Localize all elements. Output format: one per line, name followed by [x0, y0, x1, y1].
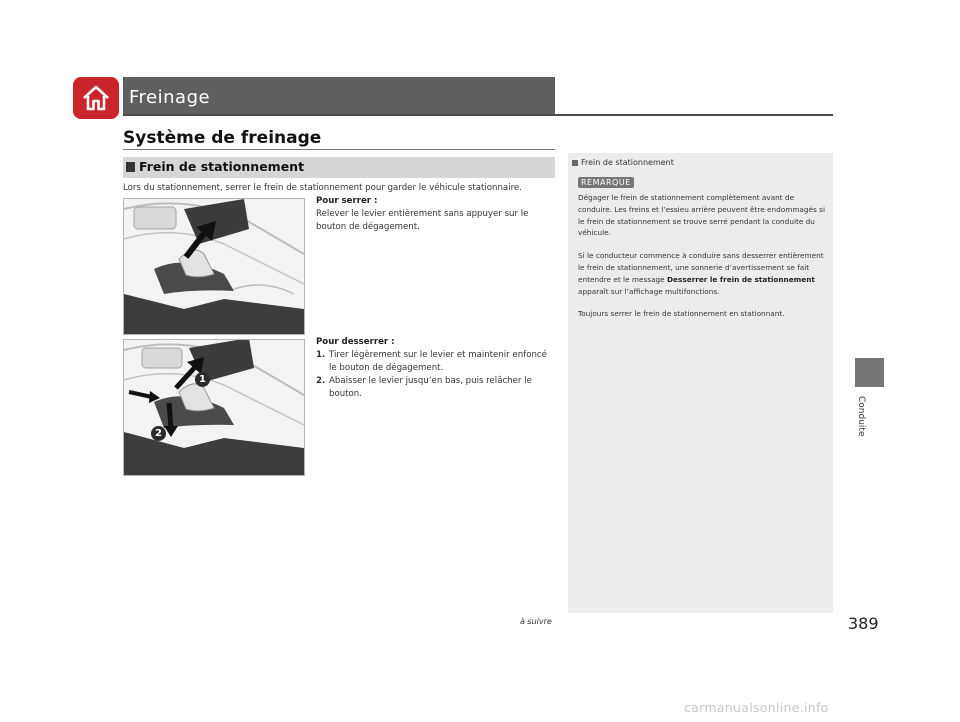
chapter-tab-label[interactable]: Conduite [856, 396, 866, 437]
section-title: Système de freinage [123, 128, 322, 148]
chapter-title-bar [123, 77, 555, 114]
callout-1 [195, 372, 210, 387]
step-text: Abaisser le levier jusqu’en bas, puis relâcher le bouton. [329, 376, 532, 399]
callout-2-label: 2 [155, 428, 162, 439]
home-button[interactable] [73, 77, 119, 119]
callout-2 [151, 426, 166, 441]
apply-text: Relever le levier entièrement sans appuyer sur le bouton de dégagement. [316, 209, 529, 232]
parking-brake-lever-icon [124, 199, 304, 334]
intro-text: Lors du stationnement, serrer le frein de stationnement pour garder le véhicule stationnaire. [123, 183, 522, 193]
step-text: Tirer légèrement sur le levier et maintenir enfoncé le bouton de dégagement. [329, 350, 547, 373]
release-step-2 [316, 375, 551, 401]
step-number: 2. [316, 376, 326, 386]
subsection-header [123, 157, 555, 178]
note-heading [572, 158, 674, 167]
note-paragraph [578, 250, 826, 297]
parking-brake-apply-illustration [123, 198, 305, 335]
watermark: carmanualsonline.info [684, 700, 829, 715]
note-paragraph: Dégager le frein de stationnement complètement avant de conduire. Les freins et l’essieu arrière peuvent être endommagés si le frein de stationnement se trouve serré pendant la conduite du véhicule. [578, 193, 825, 238]
step-number: 1. [316, 350, 326, 360]
note-bold-message: Desserrer le frein de stationnement [667, 274, 815, 284]
square-bullet-icon [126, 162, 135, 172]
parking-brake-release-illustration [123, 339, 305, 476]
remarque-badge: REMARQUE [578, 177, 634, 188]
release-instructions [316, 336, 551, 401]
note-body [578, 192, 826, 331]
continued-label: à suivre [520, 617, 552, 626]
note-heading-text: Frein de stationnement [581, 158, 674, 167]
note-paragraph: Toujours serrer le frein de stationnement en stationnant. [578, 309, 785, 319]
release-step-1 [316, 349, 551, 375]
note-text: Si le conducteur commence à conduire sans desserrer entièrement le frein de stationnement, une sonnerie d’avertissement se fait entendre et le message [578, 251, 824, 284]
chapter-tab[interactable] [855, 358, 884, 387]
reference-icon [572, 160, 578, 166]
chapter-title: Freinage [129, 87, 211, 108]
title-divider [123, 114, 833, 116]
subsection-title: Frein de stationnement [139, 159, 305, 174]
callout-1-label: 1 [199, 374, 206, 385]
apply-heading: Pour serrer : [316, 196, 378, 206]
release-heading: Pour desserrer : [316, 337, 395, 347]
page-number: 389 [848, 614, 879, 633]
home-icon [81, 84, 111, 112]
note-text: apparaît sur l’affichage multifonctions. [578, 286, 720, 296]
section-divider [123, 149, 555, 150]
parking-brake-lever-icon [124, 340, 304, 475]
apply-instructions [316, 195, 551, 234]
